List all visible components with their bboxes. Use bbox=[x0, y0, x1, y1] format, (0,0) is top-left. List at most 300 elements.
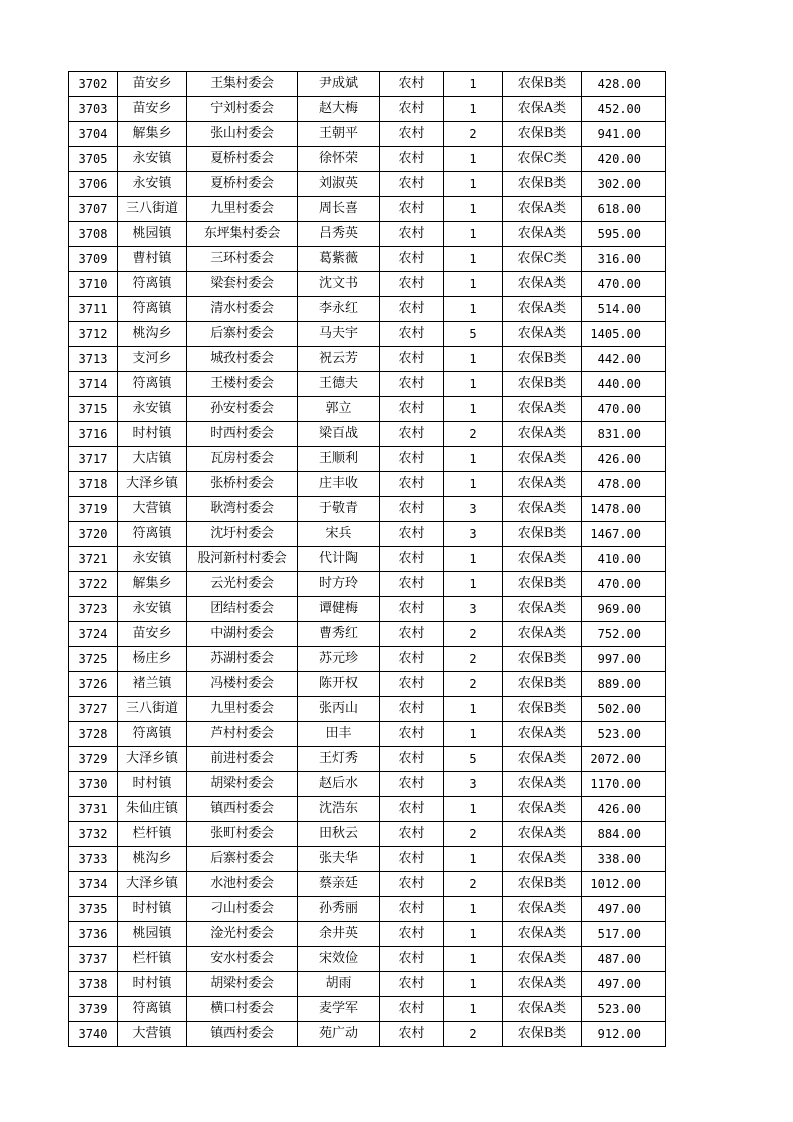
village-committee-cell: 镇西村委会 bbox=[187, 1022, 298, 1047]
residence-type-cell: 农村 bbox=[380, 272, 444, 297]
table-row bbox=[69, 172, 666, 197]
residence-type-cell: 农村 bbox=[380, 797, 444, 822]
township-cell: 解集乡 bbox=[118, 122, 187, 147]
person-name-cell: 蔡亲廷 bbox=[298, 872, 380, 897]
person-name-cell: 赵大梅 bbox=[298, 97, 380, 122]
insurance-category-cell: 农保C类 bbox=[503, 247, 582, 272]
township-cell: 栏杆镇 bbox=[118, 822, 187, 847]
township-cell: 桃沟乡 bbox=[118, 322, 187, 347]
row-number-cell: 3728 bbox=[69, 722, 118, 747]
table-row bbox=[69, 197, 666, 222]
amount-cell: 523.00 bbox=[582, 722, 666, 747]
person-name-cell: 沈浩东 bbox=[298, 797, 380, 822]
row-number-cell: 3706 bbox=[69, 172, 118, 197]
insurance-category-cell: 农保B类 bbox=[503, 122, 582, 147]
village-committee-cell: 张桥村委会 bbox=[187, 472, 298, 497]
insurance-category-cell: 农保A类 bbox=[503, 772, 582, 797]
residence-type-cell: 农村 bbox=[380, 72, 444, 97]
village-committee-cell: 时西村委会 bbox=[187, 422, 298, 447]
row-number-cell: 3716 bbox=[69, 422, 118, 447]
township-cell: 符离镇 bbox=[118, 297, 187, 322]
village-committee-cell: 王楼村委会 bbox=[187, 372, 298, 397]
row-number-cell: 3725 bbox=[69, 647, 118, 672]
residence-type-cell: 农村 bbox=[380, 197, 444, 222]
amount-cell: 442.00 bbox=[582, 347, 666, 372]
amount-cell: 969.00 bbox=[582, 597, 666, 622]
household-count-cell: 1 bbox=[444, 222, 503, 247]
table-row bbox=[69, 572, 666, 597]
table-row bbox=[69, 597, 666, 622]
person-name-cell: 余井英 bbox=[298, 922, 380, 947]
residence-type-cell: 农村 bbox=[380, 172, 444, 197]
table-row bbox=[69, 672, 666, 697]
residence-type-cell: 农村 bbox=[380, 297, 444, 322]
row-number-cell: 3726 bbox=[69, 672, 118, 697]
household-count-cell: 1 bbox=[444, 847, 503, 872]
insurance-category-cell: 农保A类 bbox=[503, 722, 582, 747]
household-count-cell: 1 bbox=[444, 447, 503, 472]
insurance-category-cell: 农保A类 bbox=[503, 472, 582, 497]
person-name-cell: 张丙山 bbox=[298, 697, 380, 722]
village-committee-cell: 中湖村委会 bbox=[187, 622, 298, 647]
insurance-category-cell: 农保A类 bbox=[503, 447, 582, 472]
insurance-category-cell: 农保B类 bbox=[503, 372, 582, 397]
row-number-cell: 3723 bbox=[69, 597, 118, 622]
person-name-cell: 孙秀丽 bbox=[298, 897, 380, 922]
amount-cell: 523.00 bbox=[582, 997, 666, 1022]
household-count-cell: 3 bbox=[444, 522, 503, 547]
household-count-cell: 1 bbox=[444, 897, 503, 922]
amount-cell: 470.00 bbox=[582, 272, 666, 297]
table-row bbox=[69, 272, 666, 297]
table-row bbox=[69, 797, 666, 822]
table-row bbox=[69, 972, 666, 997]
household-count-cell: 1 bbox=[444, 147, 503, 172]
person-name-cell: 苏元珍 bbox=[298, 647, 380, 672]
person-name-cell: 李永红 bbox=[298, 297, 380, 322]
household-count-cell: 1 bbox=[444, 297, 503, 322]
residence-type-cell: 农村 bbox=[380, 247, 444, 272]
amount-cell: 514.00 bbox=[582, 297, 666, 322]
row-number-cell: 3729 bbox=[69, 747, 118, 772]
insurance-category-cell: 农保A类 bbox=[503, 297, 582, 322]
residence-type-cell: 农村 bbox=[380, 422, 444, 447]
amount-cell: 338.00 bbox=[582, 847, 666, 872]
insurance-category-cell: 农保B类 bbox=[503, 697, 582, 722]
residence-type-cell: 农村 bbox=[380, 672, 444, 697]
amount-cell: 428.00 bbox=[582, 72, 666, 97]
insurance-category-cell: 农保C类 bbox=[503, 147, 582, 172]
person-name-cell: 张夫华 bbox=[298, 847, 380, 872]
amount-cell: 1467.00 bbox=[582, 522, 666, 547]
insurance-category-cell: 农保B类 bbox=[503, 672, 582, 697]
insurance-category-cell: 农保B类 bbox=[503, 572, 582, 597]
township-cell: 桃沟乡 bbox=[118, 847, 187, 872]
township-cell: 曹村镇 bbox=[118, 247, 187, 272]
residence-type-cell: 农村 bbox=[380, 747, 444, 772]
residence-type-cell: 农村 bbox=[380, 347, 444, 372]
household-count-cell: 1 bbox=[444, 972, 503, 997]
person-name-cell: 王朝平 bbox=[298, 122, 380, 147]
household-count-cell: 1 bbox=[444, 397, 503, 422]
village-committee-cell: 镇西村委会 bbox=[187, 797, 298, 822]
person-name-cell: 宋效俭 bbox=[298, 947, 380, 972]
row-number-cell: 3703 bbox=[69, 97, 118, 122]
household-count-cell: 1 bbox=[444, 272, 503, 297]
village-committee-cell: 团结村委会 bbox=[187, 597, 298, 622]
household-count-cell: 1 bbox=[444, 697, 503, 722]
residence-type-cell: 农村 bbox=[380, 922, 444, 947]
township-cell: 符离镇 bbox=[118, 372, 187, 397]
table-row bbox=[69, 447, 666, 472]
amount-cell: 420.00 bbox=[582, 147, 666, 172]
person-name-cell: 吕秀英 bbox=[298, 222, 380, 247]
amount-cell: 618.00 bbox=[582, 197, 666, 222]
residence-type-cell: 农村 bbox=[380, 522, 444, 547]
township-cell: 永安镇 bbox=[118, 397, 187, 422]
table-row bbox=[69, 547, 666, 572]
records-table bbox=[68, 71, 666, 1047]
person-name-cell: 葛紫薇 bbox=[298, 247, 380, 272]
insurance-category-cell: 农保B类 bbox=[503, 1022, 582, 1047]
amount-cell: 517.00 bbox=[582, 922, 666, 947]
household-count-cell: 1 bbox=[444, 947, 503, 972]
township-cell: 符离镇 bbox=[118, 522, 187, 547]
household-count-cell: 2 bbox=[444, 872, 503, 897]
household-count-cell: 2 bbox=[444, 1022, 503, 1047]
amount-cell: 941.00 bbox=[582, 122, 666, 147]
table-row bbox=[69, 422, 666, 447]
person-name-cell: 刘淑英 bbox=[298, 172, 380, 197]
table-row bbox=[69, 947, 666, 972]
household-count-cell: 2 bbox=[444, 622, 503, 647]
village-committee-cell: 张山村委会 bbox=[187, 122, 298, 147]
table-row bbox=[69, 222, 666, 247]
row-number-cell: 3713 bbox=[69, 347, 118, 372]
village-committee-cell: 清水村委会 bbox=[187, 297, 298, 322]
table-row bbox=[69, 872, 666, 897]
table-row bbox=[69, 1022, 666, 1047]
insurance-category-cell: 农保A类 bbox=[503, 972, 582, 997]
township-cell: 大泽乡镇 bbox=[118, 872, 187, 897]
household-count-cell: 1 bbox=[444, 722, 503, 747]
residence-type-cell: 农村 bbox=[380, 122, 444, 147]
table-row bbox=[69, 622, 666, 647]
amount-cell: 884.00 bbox=[582, 822, 666, 847]
village-committee-cell: 九里村委会 bbox=[187, 697, 298, 722]
amount-cell: 502.00 bbox=[582, 697, 666, 722]
person-name-cell: 苑广动 bbox=[298, 1022, 380, 1047]
table-row bbox=[69, 97, 666, 122]
residence-type-cell: 农村 bbox=[380, 1022, 444, 1047]
residence-type-cell: 农村 bbox=[380, 597, 444, 622]
person-name-cell: 王德夫 bbox=[298, 372, 380, 397]
person-name-cell: 徐怀荣 bbox=[298, 147, 380, 172]
person-name-cell: 田秋云 bbox=[298, 822, 380, 847]
row-number-cell: 3730 bbox=[69, 772, 118, 797]
table-row bbox=[69, 772, 666, 797]
row-number-cell: 3719 bbox=[69, 497, 118, 522]
village-committee-cell: 耿湾村委会 bbox=[187, 497, 298, 522]
person-name-cell: 马夫宇 bbox=[298, 322, 380, 347]
row-number-cell: 3722 bbox=[69, 572, 118, 597]
township-cell: 支河乡 bbox=[118, 347, 187, 372]
amount-cell: 470.00 bbox=[582, 572, 666, 597]
insurance-category-cell: 农保A类 bbox=[503, 422, 582, 447]
residence-type-cell: 农村 bbox=[380, 622, 444, 647]
township-cell: 永安镇 bbox=[118, 147, 187, 172]
township-cell: 解集乡 bbox=[118, 572, 187, 597]
row-number-cell: 3736 bbox=[69, 922, 118, 947]
table-row bbox=[69, 372, 666, 397]
person-name-cell: 梁百战 bbox=[298, 422, 380, 447]
amount-cell: 426.00 bbox=[582, 797, 666, 822]
insurance-category-cell: 农保A类 bbox=[503, 822, 582, 847]
row-number-cell: 3724 bbox=[69, 622, 118, 647]
village-committee-cell: 沈圩村委会 bbox=[187, 522, 298, 547]
row-number-cell: 3733 bbox=[69, 847, 118, 872]
table-row bbox=[69, 747, 666, 772]
amount-cell: 440.00 bbox=[582, 372, 666, 397]
table-row bbox=[69, 122, 666, 147]
person-name-cell: 尹成斌 bbox=[298, 72, 380, 97]
amount-cell: 1170.00 bbox=[582, 772, 666, 797]
amount-cell: 478.00 bbox=[582, 472, 666, 497]
village-committee-cell: 王集村委会 bbox=[187, 72, 298, 97]
township-cell: 大营镇 bbox=[118, 1022, 187, 1047]
village-committee-cell: 东坪集村委会 bbox=[187, 222, 298, 247]
row-number-cell: 3708 bbox=[69, 222, 118, 247]
insurance-category-cell: 农保A类 bbox=[503, 622, 582, 647]
table-row bbox=[69, 297, 666, 322]
village-committee-cell: 冯楼村委会 bbox=[187, 672, 298, 697]
person-name-cell: 麦学军 bbox=[298, 997, 380, 1022]
amount-cell: 497.00 bbox=[582, 972, 666, 997]
amount-cell: 452.00 bbox=[582, 97, 666, 122]
amount-cell: 1405.00 bbox=[582, 322, 666, 347]
village-committee-cell: 张町村委会 bbox=[187, 822, 298, 847]
table-row bbox=[69, 347, 666, 372]
amount-cell: 1478.00 bbox=[582, 497, 666, 522]
village-committee-cell: 胡梁村委会 bbox=[187, 972, 298, 997]
household-count-cell: 3 bbox=[444, 772, 503, 797]
amount-cell: 302.00 bbox=[582, 172, 666, 197]
table-row bbox=[69, 522, 666, 547]
insurance-category-cell: 农保A类 bbox=[503, 847, 582, 872]
residence-type-cell: 农村 bbox=[380, 947, 444, 972]
person-name-cell: 郭立 bbox=[298, 397, 380, 422]
row-number-cell: 3734 bbox=[69, 872, 118, 897]
township-cell: 苗安乡 bbox=[118, 97, 187, 122]
township-cell: 桃园镇 bbox=[118, 222, 187, 247]
person-name-cell: 宋兵 bbox=[298, 522, 380, 547]
row-number-cell: 3727 bbox=[69, 697, 118, 722]
household-count-cell: 1 bbox=[444, 97, 503, 122]
row-number-cell: 3714 bbox=[69, 372, 118, 397]
township-cell: 三八街道 bbox=[118, 697, 187, 722]
table-row bbox=[69, 897, 666, 922]
township-cell: 永安镇 bbox=[118, 547, 187, 572]
township-cell: 时村镇 bbox=[118, 972, 187, 997]
residence-type-cell: 农村 bbox=[380, 372, 444, 397]
village-committee-cell: 城孜村委会 bbox=[187, 347, 298, 372]
insurance-category-cell: 农保A类 bbox=[503, 797, 582, 822]
village-committee-cell: 胡梁村委会 bbox=[187, 772, 298, 797]
residence-type-cell: 农村 bbox=[380, 772, 444, 797]
village-committee-cell: 水池村委会 bbox=[187, 872, 298, 897]
table-row bbox=[69, 647, 666, 672]
row-number-cell: 3731 bbox=[69, 797, 118, 822]
person-name-cell: 陈开权 bbox=[298, 672, 380, 697]
household-count-cell: 2 bbox=[444, 122, 503, 147]
residence-type-cell: 农村 bbox=[380, 822, 444, 847]
person-name-cell: 曹秀红 bbox=[298, 622, 380, 647]
household-count-cell: 1 bbox=[444, 247, 503, 272]
residence-type-cell: 农村 bbox=[380, 447, 444, 472]
village-committee-cell: 夏桥村委会 bbox=[187, 147, 298, 172]
table-row bbox=[69, 697, 666, 722]
person-name-cell: 时方玲 bbox=[298, 572, 380, 597]
amount-cell: 997.00 bbox=[582, 647, 666, 672]
township-cell: 苗安乡 bbox=[118, 72, 187, 97]
household-count-cell: 2 bbox=[444, 672, 503, 697]
township-cell: 栏杆镇 bbox=[118, 947, 187, 972]
row-number-cell: 3739 bbox=[69, 997, 118, 1022]
row-number-cell: 3738 bbox=[69, 972, 118, 997]
residence-type-cell: 农村 bbox=[380, 397, 444, 422]
household-count-cell: 5 bbox=[444, 747, 503, 772]
table-row bbox=[69, 722, 666, 747]
row-number-cell: 3711 bbox=[69, 297, 118, 322]
insurance-category-cell: 农保A类 bbox=[503, 747, 582, 772]
amount-cell: 831.00 bbox=[582, 422, 666, 447]
household-count-cell: 3 bbox=[444, 597, 503, 622]
village-committee-cell: 孙安村委会 bbox=[187, 397, 298, 422]
row-number-cell: 3718 bbox=[69, 472, 118, 497]
row-number-cell: 3710 bbox=[69, 272, 118, 297]
residence-type-cell: 农村 bbox=[380, 322, 444, 347]
township-cell: 符离镇 bbox=[118, 722, 187, 747]
residence-type-cell: 农村 bbox=[380, 497, 444, 522]
village-committee-cell: 九里村委会 bbox=[187, 197, 298, 222]
township-cell: 褚兰镇 bbox=[118, 672, 187, 697]
residence-type-cell: 农村 bbox=[380, 97, 444, 122]
row-number-cell: 3707 bbox=[69, 197, 118, 222]
insurance-category-cell: 农保B类 bbox=[503, 347, 582, 372]
person-name-cell: 代计陶 bbox=[298, 547, 380, 572]
amount-cell: 316.00 bbox=[582, 247, 666, 272]
residence-type-cell: 农村 bbox=[380, 997, 444, 1022]
row-number-cell: 3721 bbox=[69, 547, 118, 572]
village-committee-cell: 刁山村委会 bbox=[187, 897, 298, 922]
township-cell: 时村镇 bbox=[118, 422, 187, 447]
amount-cell: 889.00 bbox=[582, 672, 666, 697]
table-row bbox=[69, 322, 666, 347]
village-committee-cell: 淦光村委会 bbox=[187, 922, 298, 947]
village-committee-cell: 股河新村村委会 bbox=[187, 547, 298, 572]
household-count-cell: 1 bbox=[444, 997, 503, 1022]
residence-type-cell: 农村 bbox=[380, 897, 444, 922]
township-cell: 大泽乡镇 bbox=[118, 747, 187, 772]
township-cell: 苗安乡 bbox=[118, 622, 187, 647]
township-cell: 时村镇 bbox=[118, 897, 187, 922]
township-cell: 杨庄乡 bbox=[118, 647, 187, 672]
insurance-category-cell: 农保A类 bbox=[503, 397, 582, 422]
row-number-cell: 3732 bbox=[69, 822, 118, 847]
residence-type-cell: 农村 bbox=[380, 847, 444, 872]
township-cell: 符离镇 bbox=[118, 272, 187, 297]
row-number-cell: 3712 bbox=[69, 322, 118, 347]
village-committee-cell: 三环村委会 bbox=[187, 247, 298, 272]
village-committee-cell: 前进村委会 bbox=[187, 747, 298, 772]
insurance-category-cell: 农保B类 bbox=[503, 522, 582, 547]
person-name-cell: 周长喜 bbox=[298, 197, 380, 222]
residence-type-cell: 农村 bbox=[380, 572, 444, 597]
insurance-category-cell: 农保B类 bbox=[503, 72, 582, 97]
village-committee-cell: 云光村委会 bbox=[187, 572, 298, 597]
village-committee-cell: 后寨村委会 bbox=[187, 322, 298, 347]
village-committee-cell: 瓦房村委会 bbox=[187, 447, 298, 472]
insurance-category-cell: 农保A类 bbox=[503, 497, 582, 522]
amount-cell: 595.00 bbox=[582, 222, 666, 247]
household-count-cell: 1 bbox=[444, 922, 503, 947]
amount-cell: 497.00 bbox=[582, 897, 666, 922]
amount-cell: 752.00 bbox=[582, 622, 666, 647]
township-cell: 时村镇 bbox=[118, 772, 187, 797]
amount-cell: 487.00 bbox=[582, 947, 666, 972]
residence-type-cell: 农村 bbox=[380, 872, 444, 897]
household-count-cell: 5 bbox=[444, 322, 503, 347]
household-count-cell: 1 bbox=[444, 372, 503, 397]
residence-type-cell: 农村 bbox=[380, 222, 444, 247]
table-row bbox=[69, 247, 666, 272]
residence-type-cell: 农村 bbox=[380, 697, 444, 722]
village-committee-cell: 后寨村委会 bbox=[187, 847, 298, 872]
residence-type-cell: 农村 bbox=[380, 472, 444, 497]
residence-type-cell: 农村 bbox=[380, 147, 444, 172]
amount-cell: 2072.00 bbox=[582, 747, 666, 772]
insurance-category-cell: 农保A类 bbox=[503, 97, 582, 122]
household-count-cell: 1 bbox=[444, 72, 503, 97]
insurance-category-cell: 农保B类 bbox=[503, 872, 582, 897]
insurance-category-cell: 农保A类 bbox=[503, 547, 582, 572]
row-number-cell: 3704 bbox=[69, 122, 118, 147]
household-count-cell: 1 bbox=[444, 472, 503, 497]
residence-type-cell: 农村 bbox=[380, 972, 444, 997]
household-count-cell: 1 bbox=[444, 197, 503, 222]
row-number-cell: 3705 bbox=[69, 147, 118, 172]
household-count-cell: 3 bbox=[444, 497, 503, 522]
person-name-cell: 赵后水 bbox=[298, 772, 380, 797]
township-cell: 永安镇 bbox=[118, 172, 187, 197]
household-count-cell: 1 bbox=[444, 347, 503, 372]
village-committee-cell: 夏桥村委会 bbox=[187, 172, 298, 197]
amount-cell: 1012.00 bbox=[582, 872, 666, 897]
insurance-category-cell: 农保A类 bbox=[503, 597, 582, 622]
township-cell: 大店镇 bbox=[118, 447, 187, 472]
table-row bbox=[69, 922, 666, 947]
table-row bbox=[69, 397, 666, 422]
village-committee-cell: 梁套村委会 bbox=[187, 272, 298, 297]
village-committee-cell: 芦村村委会 bbox=[187, 722, 298, 747]
household-count-cell: 1 bbox=[444, 172, 503, 197]
person-name-cell: 田丰 bbox=[298, 722, 380, 747]
person-name-cell: 庄丰收 bbox=[298, 472, 380, 497]
row-number-cell: 3735 bbox=[69, 897, 118, 922]
township-cell: 三八街道 bbox=[118, 197, 187, 222]
township-cell: 永安镇 bbox=[118, 597, 187, 622]
amount-cell: 410.00 bbox=[582, 547, 666, 572]
